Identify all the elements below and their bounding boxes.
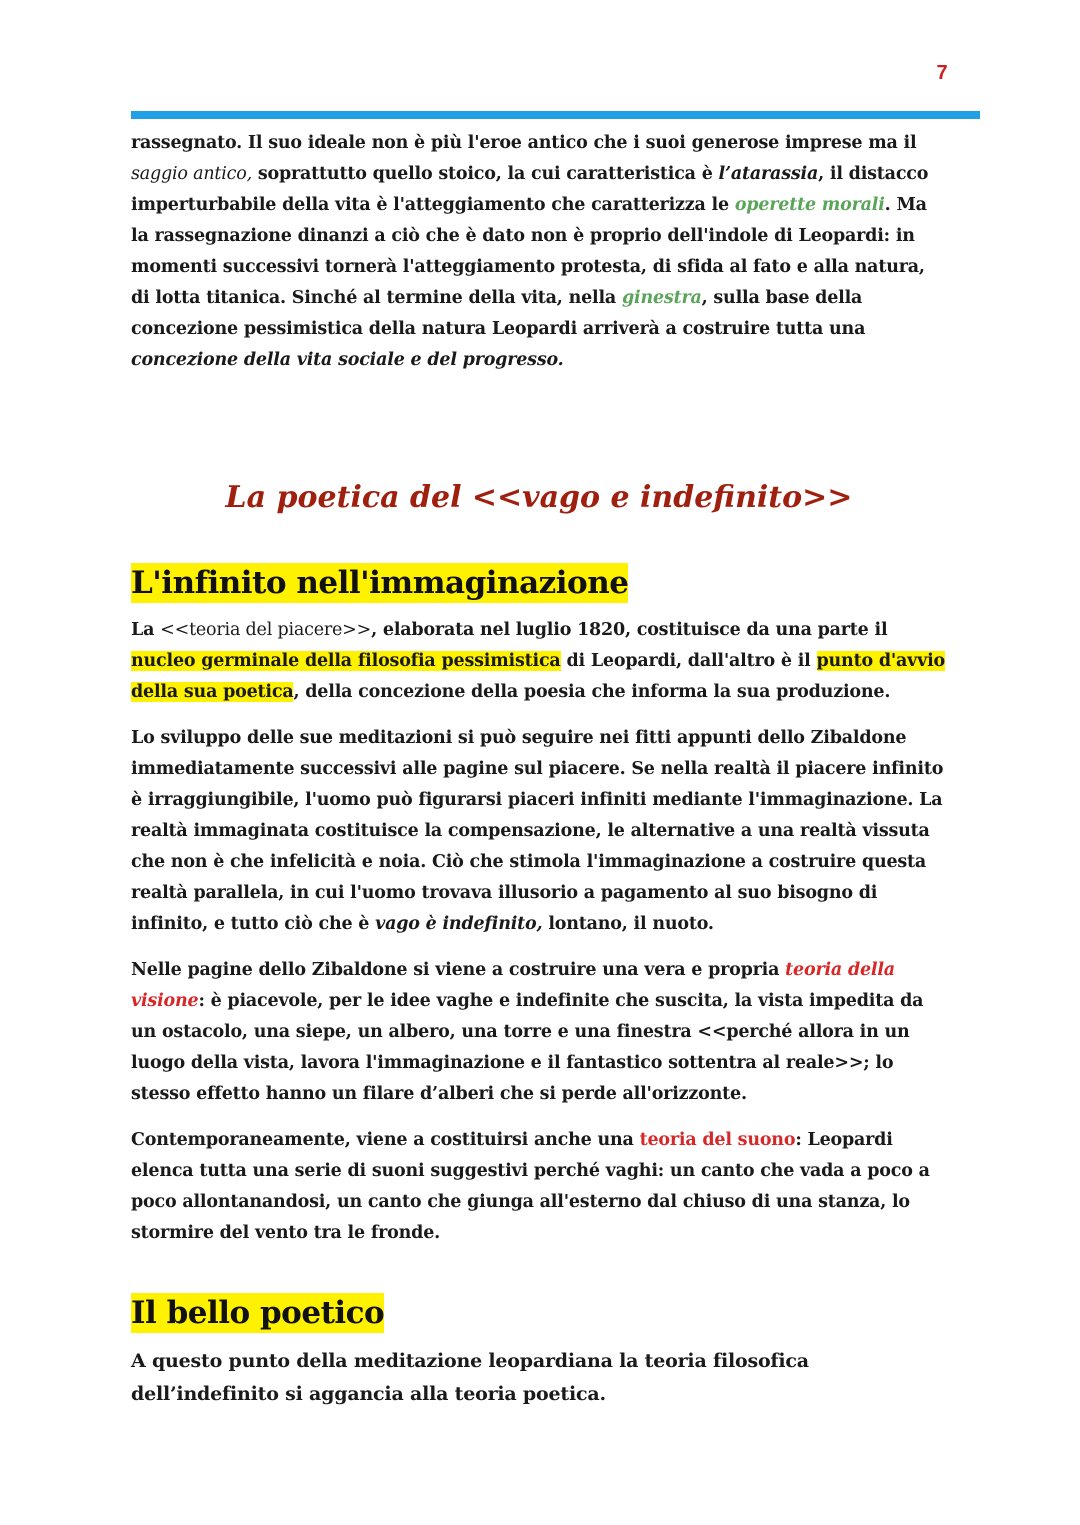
paragraph-zibaldone	[131, 723, 947, 940]
text-run: rassegnato. Il suo ideale non è più l'eroe antico che i suoi generose imprese ma il	[131, 133, 917, 153]
text-run: : Leopardi elenca tutta una serie di suoni suggestivi perché vaghi: un canto che vada a poco a poco allontanandosi, un canto che giunga all'esterno dal chiuso di una stanza, lo stormire del vento tra le fronde.	[131, 1130, 930, 1243]
page-content	[131, 128, 947, 1411]
text-run-highlight: punto d'avvio della sua poetica	[131, 651, 946, 702]
text-run-italic: concezione della vita sociale e del progresso.	[131, 350, 564, 370]
paragraph-teoria-suono	[131, 1125, 947, 1249]
text-run: lontano, il nuoto.	[542, 914, 714, 934]
text-run: Lo sviluppo delle sue meditazioni si può seguire nei fitti appunti dello Zibaldone immediatamente successivi alle pagine sul piacere. Se nella realtà il piacere infinito è irraggiungibile, l'uomo può figurarsi piaceri infiniti mediante l'immaginazione. La realtà immaginata costituisce la compensazione, le alternative a una realtà vissuta che non è che infelicità e noia. Ciò che stimola l'immaginazione a costruire questa realtà parallela, in cui l'uomo trovava illusorio a pagamento al suo bisogno di infinito, e tutto ciò che è	[131, 728, 944, 934]
text-run: , il distacco imperturbabile della vita è l'atteggiamento che caratterizza le	[131, 164, 929, 215]
header-rule	[131, 111, 980, 119]
paragraph-teoria-visione	[131, 955, 947, 1110]
text-run: . Ma la rassegnazione dinanzi a ciò che è dato non è proprio dell'indole di Leopardi: in momenti successivi tornerà l'atteggiamento protesta, di sfida al fato e alla natura, di lotta titanica. Sinché al termine della vita, nella	[131, 195, 927, 308]
section-heading-infinito: L'infinito nell'immaginazione	[131, 565, 629, 601]
text-run: , sulla base della concezione pessimistica della natura Leopardi arriverà a costruire tutta una	[131, 288, 866, 339]
text-run: Contemporaneamente, viene a costituirsi anche una	[131, 1130, 640, 1150]
section-heading-bello-poetico: Il bello poetico	[131, 1295, 385, 1331]
paragraph-bello-poetico: A questo punto della meditazione leopardiana la teoria filosofica dell’indefinito si aggancia alla teoria poetica.	[131, 1350, 809, 1405]
text-run-highlight: nucleo germinale della filosofia pessimistica	[131, 651, 561, 671]
text-run-italic: l’atarassia	[718, 164, 819, 184]
text-run: Nelle pagine dello Zibaldone si viene a costruire una vera e propria	[131, 960, 786, 980]
text-run: soprattutto quello stoico, la cui caratteristica è	[251, 164, 719, 184]
text-run-red: teoria del suono	[639, 1130, 796, 1150]
text-run: <<teoria del piacere>>	[160, 620, 372, 640]
text-run-green: operette morali	[734, 195, 885, 215]
text-run-green: ginestra	[621, 288, 702, 308]
text-run-italic: saggio antico,	[131, 164, 252, 184]
paragraph-teoria-piacere	[131, 615, 947, 708]
text-run-red: teoria della visione	[131, 960, 895, 1011]
text-run: , della concezione della poesia che informa la sua produzione.	[293, 682, 891, 702]
text-run: , elaborata nel luglio 1820, costituisce da una parte il	[371, 620, 888, 640]
text-run-italic: vago è indefinito,	[375, 914, 543, 934]
page-number: 7	[936, 62, 948, 84]
text-run: : è piacevole, per le idee vaghe e indefinite che suscita, la vista impedita da un ostacolo, una siepe, un albero, una torre e una finestra <<perché allora in un luogo della vista, lavora l'immaginazione e il fantastico sottentra al reale>>; lo stesso effetto hanno un filare d’alberi che si perde all'orizzonte.	[131, 991, 924, 1104]
text-run: di Leopardi, dall'altro è il	[560, 651, 817, 671]
intro-paragraph	[131, 128, 947, 376]
main-title: La poetica del <<vago e indefinito>>	[225, 480, 853, 515]
text-run: La	[131, 620, 161, 640]
